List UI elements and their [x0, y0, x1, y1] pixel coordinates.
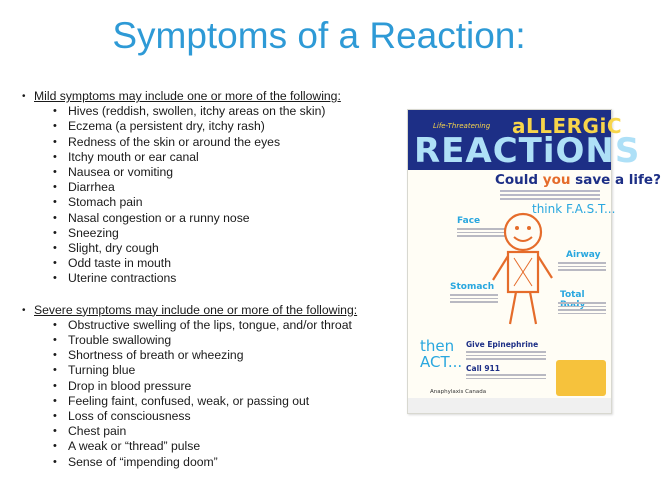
poster-face-label: Face — [457, 216, 481, 226]
poster-airway-label: Airway — [566, 250, 601, 260]
list-item: • Slight, dry cough — [53, 241, 402, 256]
mild-heading — [22, 89, 402, 104]
poster-then-act: then ACT... — [420, 337, 463, 371]
poster-stomach-label: Stomach — [450, 282, 495, 292]
list-item: • Stomach pain — [53, 195, 402, 210]
poster-reactions: REACTiONS — [414, 131, 641, 171]
list-item: • Trouble swallowing — [53, 333, 402, 348]
list-item: • A weak or “thread” pulse — [53, 439, 402, 454]
list-item: • Loss of consciousness — [53, 409, 402, 424]
mild-heading-text: Mild symptoms may include one or more of the following: — [34, 89, 341, 103]
poster-allergic: aLLERGiC — [512, 114, 622, 138]
allergic-reactions-poster — [407, 109, 661, 414]
poster-total-body-label: Total — [560, 290, 585, 300]
list-item: • Turning blue — [53, 363, 402, 378]
severe-heading — [22, 303, 402, 318]
list-item: • Drop in blood pressure — [53, 379, 402, 394]
list-item: • Odd taste in mouth — [53, 256, 402, 271]
list-item: • Nasal congestion or a runny nose — [53, 211, 402, 226]
poster-call-911: Call 911 — [466, 364, 500, 373]
list-item: • Hives (reddish, swollen, itchy areas on the skin) — [53, 104, 402, 119]
bullet: • — [22, 91, 26, 102]
severe-symptom-list — [22, 318, 402, 470]
list-item: • Redness of the skin or around the eyes — [53, 135, 402, 150]
poster-intro-text — [500, 190, 600, 202]
severe-heading-text: Severe symptoms may include one or more of the following: — [34, 302, 358, 317]
list-item: • Sneezing — [53, 226, 402, 241]
poster-think-fast: think F.A.S.T... — [532, 202, 616, 216]
slide-title: Symptoms of a Reaction: — [112, 15, 526, 56]
poster-give-epinephrine: Give Epinephrine — [466, 340, 539, 349]
symptom-lists — [22, 89, 402, 470]
list-item: • Feeling faint, confused, weak, or passing out — [53, 394, 402, 409]
list-item: • Obstructive swelling of the lips, tongue, and/or throat — [53, 318, 402, 333]
poster-kids-illustration — [556, 360, 606, 396]
list-item: • Chest pain — [53, 424, 402, 439]
list-item: • Uterine contractions — [53, 271, 402, 286]
poster-life-threatening: Life-Threatening — [433, 122, 491, 130]
poster-logo-strip — [408, 398, 611, 413]
list-item: • Sense of “impending doom” — [53, 455, 402, 470]
bullet: • — [22, 304, 26, 316]
list-item: • Nausea or vomiting — [53, 165, 402, 180]
poster-anaphylaxis-canada: Anaphylaxis Canada — [430, 389, 487, 395]
mild-symptom-list — [22, 104, 402, 286]
stick-figure-illustration — [488, 210, 558, 330]
list-item: • Diarrhea — [53, 180, 402, 195]
poster-tagline: Could you save a life? — [495, 172, 661, 188]
list-item: • Itchy mouth or ear canal — [53, 150, 402, 165]
list-item: • Shortness of breath or wheezing — [53, 348, 402, 363]
list-item: • Eczema (a persistent dry, itchy rash) — [53, 119, 402, 134]
